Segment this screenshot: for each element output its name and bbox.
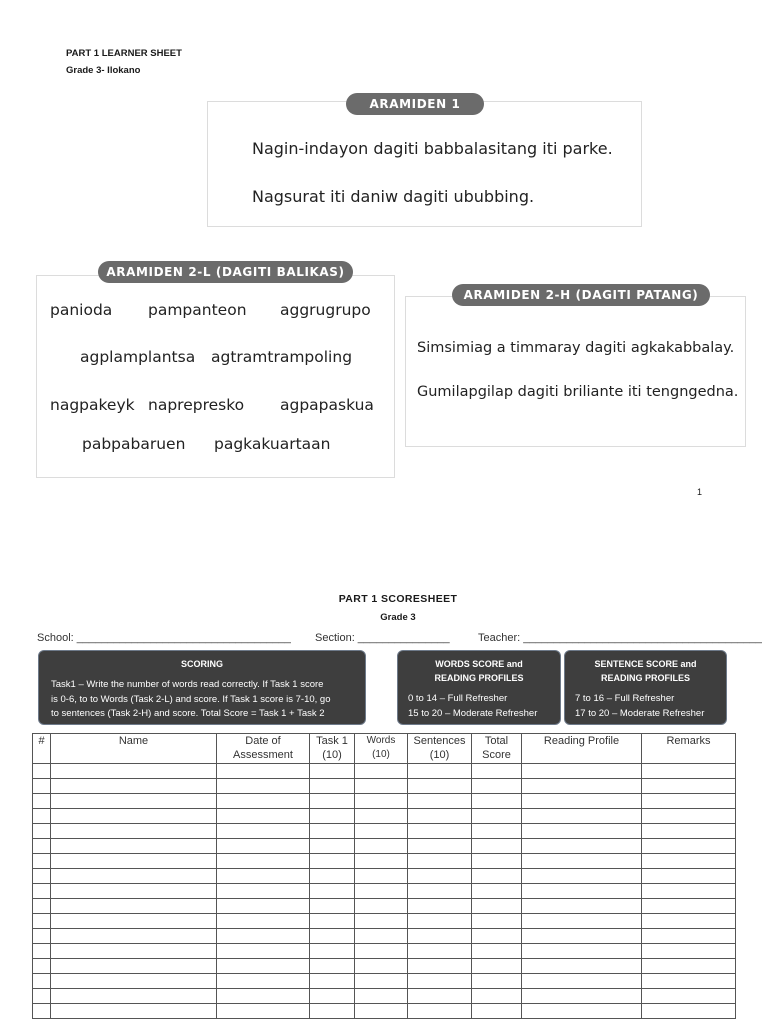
- table-cell[interactable]: [355, 824, 408, 839]
- section-field[interactable]: Section: _______________: [315, 632, 450, 644]
- table-cell[interactable]: [642, 899, 736, 914]
- table-cell[interactable]: [522, 839, 642, 854]
- table-cell[interactable]: [472, 869, 522, 884]
- table-cell[interactable]: [472, 944, 522, 959]
- school-field[interactable]: School: ___________________________________: [37, 632, 291, 644]
- task2h-sentence: Gumilapgilap dagiti briliante iti tengngedna.: [417, 384, 739, 400]
- table-cell[interactable]: [33, 1004, 51, 1019]
- table-cell[interactable]: [408, 839, 472, 854]
- table-cell[interactable]: [51, 974, 217, 989]
- table-cell[interactable]: [217, 989, 310, 1004]
- table-cell[interactable]: [642, 854, 736, 869]
- sentence-profile-title: READING PROFILES: [600, 673, 690, 683]
- table-cell[interactable]: [217, 809, 310, 824]
- task2h-sentence: Simsimiag a timmaray dagiti agkakabbalay.: [417, 340, 735, 356]
- table-cell[interactable]: [408, 779, 472, 794]
- table-cell[interactable]: [522, 854, 642, 869]
- table-cell[interactable]: [310, 794, 355, 809]
- header-total: Total Score: [472, 734, 522, 764]
- table-cell[interactable]: [51, 1004, 217, 1019]
- table-cell[interactable]: [51, 824, 217, 839]
- words-profile-title: READING PROFILES: [434, 673, 524, 683]
- table-cell[interactable]: [642, 914, 736, 929]
- table-cell[interactable]: [472, 929, 522, 944]
- table-cell[interactable]: [522, 869, 642, 884]
- table-row: [33, 824, 736, 839]
- table-cell[interactable]: [355, 959, 408, 974]
- table-cell[interactable]: [310, 899, 355, 914]
- table-cell[interactable]: [642, 1004, 736, 1019]
- task2l-label: ARAMIDEN 2-L (DAGITI BALIKAS): [98, 261, 353, 283]
- table-cell[interactable]: [51, 959, 217, 974]
- table-cell[interactable]: [33, 809, 51, 824]
- table-cell[interactable]: [310, 914, 355, 929]
- table-cell[interactable]: [33, 854, 51, 869]
- words-profile-line: 0 to 14 – Full Refresher: [408, 693, 508, 704]
- table-cell[interactable]: [310, 1004, 355, 1019]
- table-row: [33, 854, 736, 869]
- table-cell[interactable]: [472, 854, 522, 869]
- table-cell[interactable]: [51, 989, 217, 1004]
- scoring-line: to sentences (Task 2-H) and score. Total Score = Task 1 + Task 2: [51, 708, 325, 719]
- table-cell[interactable]: [472, 989, 522, 1004]
- table-cell[interactable]: [51, 929, 217, 944]
- table-cell[interactable]: [522, 974, 642, 989]
- table-cell[interactable]: [310, 884, 355, 899]
- table-cell[interactable]: [355, 944, 408, 959]
- table-cell[interactable]: [522, 959, 642, 974]
- task2h-box: [405, 296, 746, 447]
- table-row: [33, 839, 736, 854]
- table-cell[interactable]: [217, 824, 310, 839]
- table-cell[interactable]: [408, 899, 472, 914]
- table-cell[interactable]: [51, 944, 217, 959]
- table-row: [33, 779, 736, 794]
- table-row: [33, 899, 736, 914]
- table-cell[interactable]: [51, 899, 217, 914]
- task1-sentence: Nagsurat iti daniw dagiti ububbing.: [252, 187, 535, 206]
- table-row: [33, 944, 736, 959]
- word-item: agtramtrampoling: [211, 348, 353, 366]
- table-cell[interactable]: [408, 974, 472, 989]
- table-cell[interactable]: [642, 869, 736, 884]
- table-cell[interactable]: [408, 959, 472, 974]
- table-cell[interactable]: [33, 929, 51, 944]
- table-row: [33, 764, 736, 779]
- table-cell[interactable]: [472, 1004, 522, 1019]
- table-cell[interactable]: [51, 884, 217, 899]
- word-item: aggrugrupo: [280, 301, 371, 319]
- table-cell[interactable]: [310, 944, 355, 959]
- table-cell[interactable]: [33, 884, 51, 899]
- scoresheet-grade: Grade 3: [380, 612, 416, 623]
- table-cell[interactable]: [33, 824, 51, 839]
- table-cell[interactable]: [355, 764, 408, 779]
- table-cell[interactable]: [522, 929, 642, 944]
- table-cell[interactable]: [310, 959, 355, 974]
- table-cell[interactable]: [642, 779, 736, 794]
- table-cell[interactable]: [408, 824, 472, 839]
- table-cell[interactable]: [642, 794, 736, 809]
- table-cell[interactable]: [217, 839, 310, 854]
- sheet-grade: Grade 3- Ilokano: [66, 65, 141, 76]
- table-cell[interactable]: [217, 899, 310, 914]
- table-cell[interactable]: [33, 899, 51, 914]
- table-cell[interactable]: [355, 869, 408, 884]
- table-cell[interactable]: [355, 884, 408, 899]
- words-profile-title: WORDS SCORE and: [435, 659, 523, 669]
- table-cell[interactable]: [522, 989, 642, 1004]
- table-cell[interactable]: [408, 944, 472, 959]
- teacher-field[interactable]: Teacher: _______________________________________: [478, 632, 762, 644]
- table-cell[interactable]: [33, 944, 51, 959]
- table-cell[interactable]: [51, 914, 217, 929]
- table-cell[interactable]: [472, 914, 522, 929]
- scoring-title: SCORING: [180, 659, 223, 669]
- table-cell[interactable]: [33, 974, 51, 989]
- table-row: [33, 794, 736, 809]
- table-cell[interactable]: [472, 764, 522, 779]
- table-cell[interactable]: [355, 809, 408, 824]
- table-cell[interactable]: [355, 779, 408, 794]
- table-row: [33, 884, 736, 899]
- table-row: [33, 989, 736, 1004]
- table-cell[interactable]: [217, 854, 310, 869]
- table-cell[interactable]: [355, 914, 408, 929]
- task1-label: ARAMIDEN 1: [346, 93, 484, 115]
- header-sentences: Sentences (10): [408, 734, 472, 764]
- table-cell[interactable]: [472, 959, 522, 974]
- scoring-line: is 0-6, to to Words (Task 2-L) and score. If Task 1 score is 7-10, go: [51, 693, 331, 705]
- score-table: [32, 733, 736, 1019]
- header-number: #: [33, 734, 51, 764]
- table-cell[interactable]: [355, 794, 408, 809]
- table-cell[interactable]: [355, 1004, 408, 1019]
- table-cell[interactable]: [472, 794, 522, 809]
- table-cell[interactable]: [472, 884, 522, 899]
- table-cell[interactable]: [355, 989, 408, 1004]
- scoring-box: [38, 650, 366, 725]
- table-cell[interactable]: [217, 884, 310, 899]
- task1-box: [207, 101, 642, 227]
- header-words: Words (10): [355, 734, 408, 764]
- table-cell[interactable]: [217, 869, 310, 884]
- header-remarks: Remarks: [642, 734, 736, 764]
- header-name: Name: [51, 734, 217, 764]
- table-cell[interactable]: [472, 809, 522, 824]
- table-cell[interactable]: [51, 764, 217, 779]
- table-row: [33, 869, 736, 884]
- table-cell[interactable]: [408, 764, 472, 779]
- table-cell[interactable]: [310, 809, 355, 824]
- table-cell[interactable]: [51, 809, 217, 824]
- sentence-profile-title: SENTENCE SCORE and: [594, 659, 697, 669]
- table-cell[interactable]: [408, 1004, 472, 1019]
- header-reading-profile: Reading Profile: [522, 734, 642, 764]
- table-cell[interactable]: [310, 779, 355, 794]
- table-cell[interactable]: [33, 779, 51, 794]
- table-row: [33, 809, 736, 824]
- table-cell[interactable]: [642, 764, 736, 779]
- table-cell[interactable]: [642, 959, 736, 974]
- table-cell[interactable]: [310, 764, 355, 779]
- table-cell[interactable]: [310, 869, 355, 884]
- table-cell[interactable]: [217, 929, 310, 944]
- task1-sentence: Nagin-indayon dagiti babbalasitang iti parke.: [252, 139, 613, 158]
- table-cell[interactable]: [522, 824, 642, 839]
- table-cell[interactable]: [642, 884, 736, 899]
- sentence-profile-box: [564, 650, 727, 725]
- table-cell[interactable]: [642, 824, 736, 839]
- table-cell[interactable]: [522, 1004, 642, 1019]
- table-cell[interactable]: [217, 764, 310, 779]
- table-cell[interactable]: [33, 959, 51, 974]
- table-cell[interactable]: [217, 914, 310, 929]
- table-cell[interactable]: [33, 914, 51, 929]
- table-cell[interactable]: [522, 764, 642, 779]
- table-cell[interactable]: [217, 959, 310, 974]
- table-cell[interactable]: [642, 944, 736, 959]
- word-item: naprepresko: [148, 396, 245, 414]
- scoring-line: Task1 – Write the number of words read correctly. If Task 1 score: [51, 679, 324, 690]
- table-cell[interactable]: [355, 899, 408, 914]
- table-cell[interactable]: [355, 854, 408, 869]
- table-cell[interactable]: [33, 764, 51, 779]
- table-cell[interactable]: [522, 809, 642, 824]
- table-cell[interactable]: [355, 974, 408, 989]
- table-cell[interactable]: [642, 839, 736, 854]
- table-cell[interactable]: [310, 974, 355, 989]
- table-row: [33, 1004, 736, 1019]
- table-cell[interactable]: [33, 989, 51, 1004]
- table-cell[interactable]: [217, 974, 310, 989]
- table-cell[interactable]: [408, 869, 472, 884]
- table-cell[interactable]: [217, 794, 310, 809]
- table-cell[interactable]: [642, 974, 736, 989]
- table-cell[interactable]: [51, 854, 217, 869]
- table-header-row: [33, 734, 736, 764]
- word-item: panioda: [50, 301, 113, 319]
- task2h-label: ARAMIDEN 2-H (DAGITI PATANG): [452, 284, 710, 306]
- table-cell[interactable]: [51, 794, 217, 809]
- table-row: [33, 929, 736, 944]
- header-date: Date of Assessment: [217, 734, 310, 764]
- table-cell[interactable]: [310, 929, 355, 944]
- table-cell[interactable]: [408, 929, 472, 944]
- table-cell[interactable]: [522, 794, 642, 809]
- table-cell[interactable]: [217, 944, 310, 959]
- table-cell[interactable]: [522, 779, 642, 794]
- table-row: [33, 959, 736, 974]
- table-cell[interactable]: [642, 989, 736, 1004]
- word-item: pabpabaruen: [82, 435, 186, 453]
- table-cell[interactable]: [310, 854, 355, 869]
- table-cell[interactable]: [355, 929, 408, 944]
- table-cell[interactable]: [522, 884, 642, 899]
- table-cell[interactable]: [408, 989, 472, 1004]
- table-cell[interactable]: [472, 974, 522, 989]
- sentence-profile-line: 17 to 20 – Moderate Refresher: [575, 707, 705, 719]
- table-cell[interactable]: [522, 914, 642, 929]
- table-cell[interactable]: [310, 839, 355, 854]
- table-cell[interactable]: [33, 839, 51, 854]
- word-item: nagpakeyk: [50, 396, 135, 414]
- table-cell[interactable]: [51, 779, 217, 794]
- table-cell[interactable]: [33, 794, 51, 809]
- table-cell[interactable]: [51, 839, 217, 854]
- word-item: pampanteon: [148, 301, 247, 319]
- scoresheet-title: PART 1 SCORESHEET: [338, 593, 458, 605]
- table-cell[interactable]: [310, 989, 355, 1004]
- table-cell[interactable]: [642, 809, 736, 824]
- page-number: 1: [697, 487, 703, 497]
- words-profile-line: 15 to 20 – Moderate Refresher: [408, 707, 538, 719]
- table-cell[interactable]: [310, 824, 355, 839]
- table-cell[interactable]: [522, 944, 642, 959]
- table-cell[interactable]: [408, 794, 472, 809]
- sentence-profile-line: 7 to 16 – Full Refresher: [575, 693, 675, 704]
- table-cell[interactable]: [522, 899, 642, 914]
- table-cell[interactable]: [217, 779, 310, 794]
- table-cell[interactable]: [408, 809, 472, 824]
- table-cell[interactable]: [472, 899, 522, 914]
- word-item: agpapaskua: [280, 396, 374, 414]
- word-item: pagkakuartaan: [214, 435, 331, 453]
- table-cell[interactable]: [408, 884, 472, 899]
- table-cell[interactable]: [472, 839, 522, 854]
- words-profile-box: [397, 650, 561, 725]
- sheet-title: PART 1 LEARNER SHEET: [66, 48, 182, 59]
- table-row: [33, 914, 736, 929]
- table-cell[interactable]: [408, 914, 472, 929]
- table-cell[interactable]: [642, 929, 736, 944]
- header-task1: Task 1 (10): [310, 734, 355, 764]
- table-cell[interactable]: [408, 854, 472, 869]
- table-cell[interactable]: [472, 824, 522, 839]
- table-cell[interactable]: [51, 869, 217, 884]
- table-cell[interactable]: [355, 839, 408, 854]
- word-item: agplamplantsa: [80, 348, 196, 366]
- table-cell[interactable]: [217, 1004, 310, 1019]
- table-cell[interactable]: [33, 869, 51, 884]
- table-cell[interactable]: [472, 779, 522, 794]
- table-row: [33, 974, 736, 989]
